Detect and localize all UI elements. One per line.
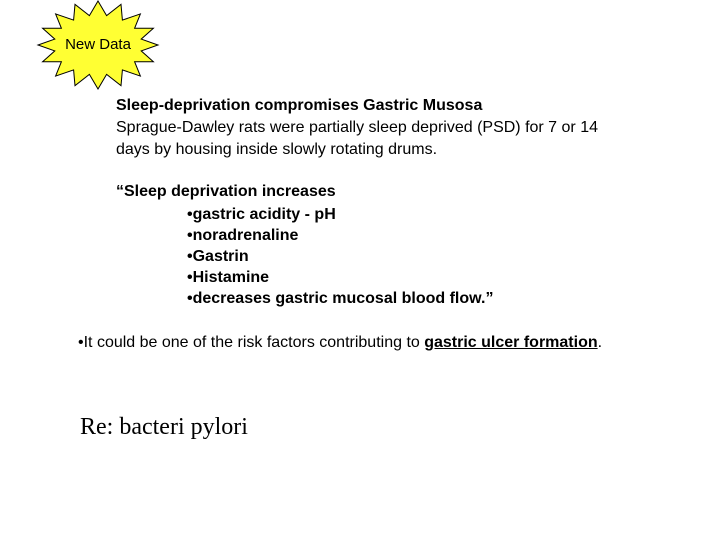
risk-suffix: . xyxy=(597,334,603,351)
bullet-item: •Histamine xyxy=(187,269,270,286)
quote-intro: “Sleep deprivation increases xyxy=(116,183,336,200)
bullet-list xyxy=(187,204,493,309)
risk-statement xyxy=(78,333,602,353)
risk-underlined: gastric ulcer formation xyxy=(424,334,598,351)
slide-title: Sleep-deprivation compromises Gastric Musosa xyxy=(116,97,483,114)
description-line: days by housing inside slowly rotating drums. xyxy=(116,141,438,158)
bullet-item: •decreases gastric mucosal blood flow.” xyxy=(187,290,494,307)
new-data-badge xyxy=(36,0,160,90)
badge-label: New Data xyxy=(65,36,131,53)
bullet-item: •gastric acidity - pH xyxy=(187,206,336,223)
description-line: Sprague-Dawley rats were partially sleep deprived (PSD) for 7 or 14 xyxy=(116,119,598,136)
bullet-item: •noradrenaline xyxy=(187,227,299,244)
risk-prefix: •It could be one of the risk factors contributing to xyxy=(78,334,425,351)
bullet-item: •Gastrin xyxy=(187,248,249,265)
note-text: Re: bacteri pylori xyxy=(80,414,248,440)
description xyxy=(116,117,696,161)
